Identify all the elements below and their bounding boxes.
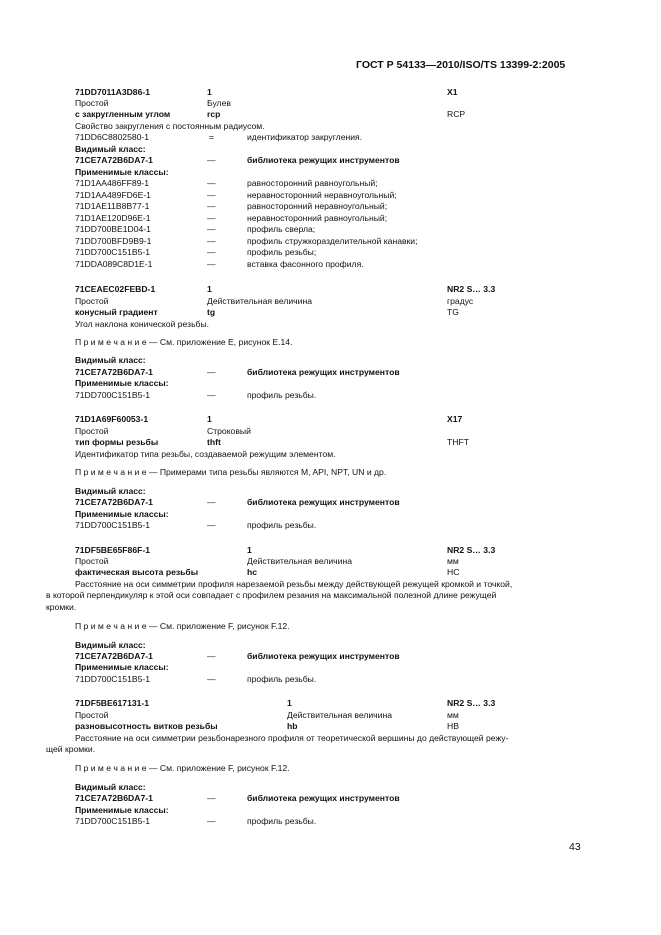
class-code: 71DD700C151B5-1 [75, 816, 151, 826]
visible-class-label: Видимый класс: [75, 486, 146, 496]
class-text: профиль резьбы. [247, 674, 317, 684]
entry-reference: THFT [447, 437, 469, 447]
dash: — [207, 651, 216, 661]
entry-reference: HB [447, 721, 459, 731]
entry-code: 71D1A69F60053-1 [75, 414, 149, 424]
entry-cardinality: 1 [207, 284, 212, 294]
dash: — [207, 178, 216, 188]
visible-class-label: Видимый класс: [75, 144, 146, 154]
dash: — [207, 390, 216, 400]
entry-kind: Простой [75, 710, 109, 720]
visible-class-name: библиотека режущих инструментов [247, 793, 400, 803]
class-text: профиль резьбы; [247, 247, 317, 257]
visible-class-code: 71CE7A72B6DA7-1 [75, 651, 153, 661]
entry-code: 71CEAEC02FEBD-1 [75, 284, 156, 294]
entry-symbol: hc [247, 567, 258, 577]
entry-symbol: tg [207, 307, 216, 317]
visible-class-label: Видимый класс: [75, 355, 146, 365]
dash: — [207, 201, 216, 211]
entry-type: Булев [207, 98, 231, 108]
entry-name: фактическая высота резьбы [75, 567, 199, 577]
visible-class-name: библиотека режущих инструментов [247, 155, 400, 165]
applicable-classes-label: Применимые классы: [75, 662, 169, 672]
class-text: вставка фасонного профиля. [247, 259, 364, 269]
entry-cardinality: 1 [207, 414, 212, 424]
dash: — [207, 367, 216, 377]
visible-class-code: 71CE7A72B6DA7-1 [75, 155, 153, 165]
visible-class-name: библиотека режущих инструментов [247, 497, 400, 507]
entry-note: П р и м е ч а н и е — Примерами типа резьбы являются M, API, NPT, UN и др. [75, 467, 387, 477]
applicable-classes-label: Применимые классы: [75, 805, 169, 815]
visible-class-label: Видимый класс: [75, 782, 146, 792]
dash: — [207, 793, 216, 803]
dash: — [207, 259, 216, 269]
class-code: 71D1AA489FD6E-1 [75, 190, 151, 200]
class-code: 71DD700C151B5-1 [75, 247, 151, 257]
entry-cardinality: 1 [207, 87, 212, 97]
entry-kind: Простой [75, 426, 109, 436]
class-text: профиль резьбы. [247, 816, 317, 826]
applicable-classes-label: Применимые классы: [75, 509, 169, 519]
entry-note: П р и м е ч а н и е — См. приложение F, рисунок F.12. [75, 621, 290, 631]
entry-reference: TG [447, 307, 459, 317]
entry-reference: RCP [447, 109, 466, 119]
document-header: ГОСТ Р 54133—2010/ISO/TS 13399-2:2005 [356, 59, 566, 71]
entry-name: конусный градиент [75, 307, 158, 317]
entry-symbol: hb [287, 721, 298, 731]
entry-description-line: в которой перпендикуляр к этой оси совпадает с профилем резания на максимальной полезной длине режущей [46, 590, 497, 600]
class-code: 71DD700BE1D04-1 [75, 224, 151, 234]
entry-cardinality: 1 [247, 545, 252, 555]
class-text: равносторонний равноугольный; [247, 178, 378, 188]
dash: — [207, 674, 216, 684]
entry-tag: NR2 S… 3.3 [447, 545, 496, 555]
entry-description-line: Расстояние на оси симметрии резьбонарезного профиля от теоретической вершины до действующей режу- [75, 733, 509, 743]
entry-description: Идентификатор типа резьбы, создаваемой режущим элементом. [75, 449, 336, 459]
class-code: 71D1AA486FF89-1 [75, 178, 150, 188]
visible-class-code: 71CE7A72B6DA7-1 [75, 793, 153, 803]
identifier-text: идентификатор закругления. [247, 132, 363, 142]
entry-description: Угол наклона конической резьбы. [75, 319, 210, 329]
entry-code: 71DD7011A3D86-1 [75, 87, 151, 97]
entry-name: разновысотность витков резьбы [75, 721, 218, 731]
identifier-code: 71DD6C8802580-1 [75, 132, 150, 142]
entry-kind: Простой [75, 98, 109, 108]
dash: — [207, 155, 216, 165]
entry-description-line: Расстояние на оси симметрии профиля нарезаемой резьбы между действующей режущей кромкой и точкой, [75, 579, 513, 589]
dash: — [207, 247, 216, 257]
entry-code: 71DF5BE617131-1 [75, 698, 150, 708]
entry-unit: мм [447, 710, 459, 720]
class-code: 71DDA089C8D1E-1 [75, 259, 153, 269]
class-code: 71DD700C151B5-1 [75, 674, 151, 684]
entry-symbol: thft [207, 437, 221, 447]
class-text: профиль сверла; [247, 224, 316, 234]
class-code: 71DD700C151B5-1 [75, 390, 151, 400]
entry-tag: X1 [447, 87, 458, 97]
visible-class-code: 71CE7A72B6DA7-1 [75, 497, 153, 507]
page-number: 43 [569, 841, 581, 853]
entry-note: П р и м е ч а н и е — См. приложение F, рисунок F.12. [75, 763, 290, 773]
dash: — [207, 213, 216, 223]
entry-type: Действительная величина [207, 296, 312, 306]
class-text: неравносторонний равноугольный; [247, 213, 388, 223]
dash: — [207, 236, 216, 246]
class-code: 71D1AE11B8B77-1 [75, 201, 150, 211]
entry-description-line: щей кромки. [46, 744, 96, 754]
entry-name: с закругленным углом [75, 109, 171, 119]
entry-description-line: кромки. [46, 602, 77, 612]
applicable-classes-label: Применимые классы: [75, 167, 169, 177]
visible-class-code: 71CE7A72B6DA7-1 [75, 367, 153, 377]
entry-type: Действительная величина [287, 710, 392, 720]
entry-code: 71DF5BE65F86F-1 [75, 545, 150, 555]
entry-kind: Простой [75, 556, 109, 566]
entry-unit: мм [447, 556, 459, 566]
dash: — [207, 224, 216, 234]
entry-type: Действительная величина [247, 556, 352, 566]
entry-note: П р и м е ч а н и е — См. приложение Е, рисунок Е.14. [75, 337, 293, 347]
entry-unit: градус [447, 296, 474, 306]
entry-type: Строковый [207, 426, 251, 436]
dash: — [207, 190, 216, 200]
class-text: профиль резьбы. [247, 520, 317, 530]
entry-tag: NR2 S… 3.3 [447, 698, 496, 708]
class-text: неравносторонний неравноугольный; [247, 190, 397, 200]
class-text: равносторонний неравноугольный; [247, 201, 388, 211]
entry-tag: X17 [447, 414, 463, 424]
applicable-classes-label: Применимые классы: [75, 378, 169, 388]
class-text: профиль стружкоразделительной канавки; [247, 236, 418, 246]
class-text: профиль резьбы. [247, 390, 317, 400]
dash: — [207, 816, 216, 826]
visible-class-label: Видимый класс: [75, 640, 146, 650]
entry-tag: NR2 S… 3.3 [447, 284, 496, 294]
entry-name: тип формы резьбы [75, 437, 159, 447]
entry-symbol: rcp [207, 109, 221, 119]
equals-sign: = [209, 132, 215, 142]
class-code: 71D1AE120D96E-1 [75, 213, 151, 223]
entry-description: Свойство закругления с постоянным радиусом. [75, 121, 265, 131]
entry-reference: HC [447, 567, 460, 577]
dash: — [207, 497, 216, 507]
visible-class-name: библиотека режущих инструментов [247, 651, 400, 661]
class-code: 71DD700C151B5-1 [75, 520, 151, 530]
entry-kind: Простой [75, 296, 109, 306]
dash: — [207, 520, 216, 530]
entry-cardinality: 1 [287, 698, 292, 708]
class-code: 71DD700BFD9B9-1 [75, 236, 152, 246]
visible-class-name: библиотека режущих инструментов [247, 367, 400, 377]
